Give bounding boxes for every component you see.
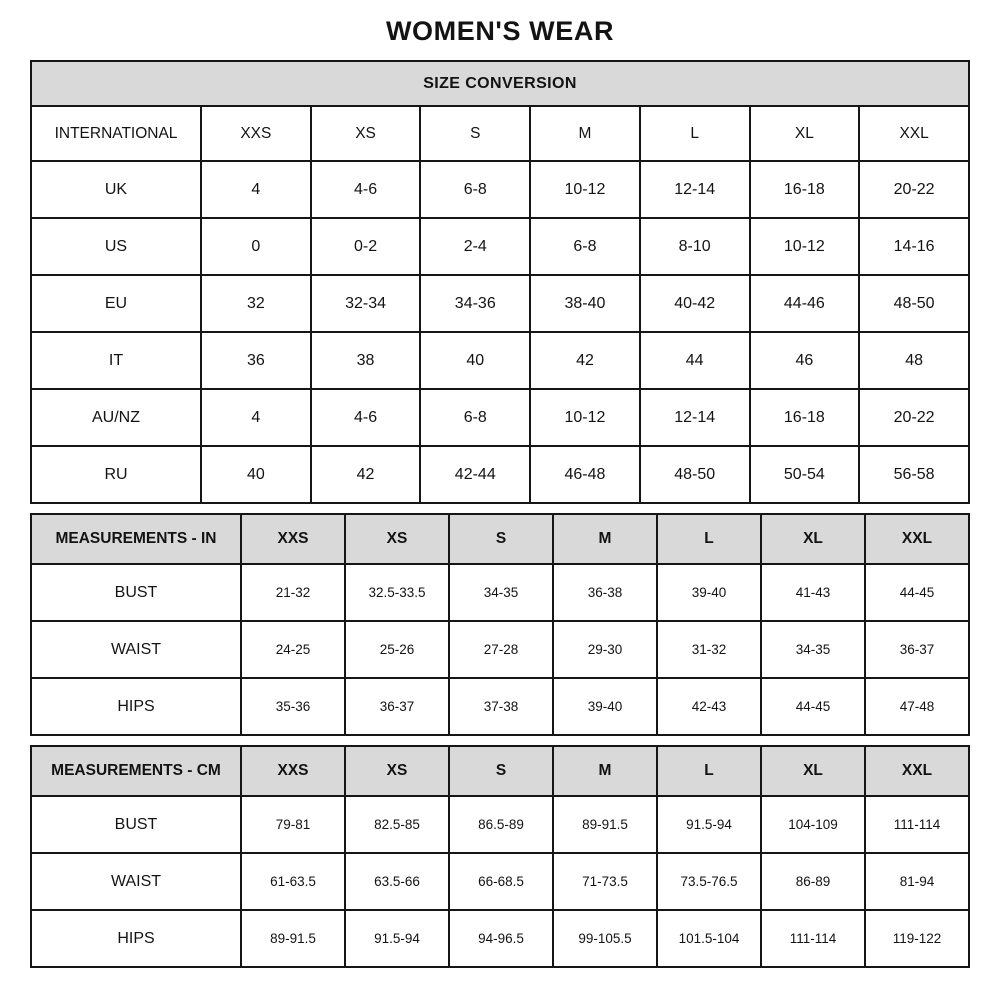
size-header-s: S: [449, 514, 553, 564]
size-header-xl: XL: [761, 746, 865, 796]
measurement-cell: 44-45: [865, 564, 969, 621]
size-row-ru: [31, 446, 969, 503]
size-cell: 40: [201, 446, 311, 503]
measurement-cell: 63.5-66: [345, 853, 449, 910]
measurement-cell: 47-48: [865, 678, 969, 735]
measurement-cell: 39-40: [657, 564, 761, 621]
measurement-cell: 61-63.5: [241, 853, 345, 910]
row-label: US: [31, 218, 201, 275]
measurement-cell: 32.5-33.5: [345, 564, 449, 621]
measurement-cell: 39-40: [553, 678, 657, 735]
row-label: HIPS: [31, 910, 241, 967]
measurement-cell: 29-30: [553, 621, 657, 678]
size-row-us: [31, 218, 969, 275]
size-cell: 38-40: [530, 275, 640, 332]
measurements-cm-row-waist: [31, 853, 969, 910]
size-cell: 6-8: [420, 161, 530, 218]
measurement-cell: 36-37: [865, 621, 969, 678]
measurement-cell: 24-25: [241, 621, 345, 678]
size-header-xs: XS: [345, 514, 449, 564]
size-cell: 48-50: [859, 275, 969, 332]
size-header-xxs: XXS: [241, 514, 345, 564]
measurement-cell: 73.5-76.5: [657, 853, 761, 910]
size-cell: 16-18: [750, 161, 860, 218]
size-header-xl: XL: [761, 514, 865, 564]
measurement-cell: 36-38: [553, 564, 657, 621]
measurement-cell: 111-114: [761, 910, 865, 967]
measurement-cell: 101.5-104: [657, 910, 761, 967]
size-cell: 12-14: [640, 161, 750, 218]
size-cell: 4: [201, 389, 311, 446]
measurements-cm-row-hips: [31, 910, 969, 967]
measurements-in-title: MEASUREMENTS - IN: [31, 514, 241, 564]
measurements-in-row-waist: [31, 621, 969, 678]
measurement-cell: 37-38: [449, 678, 553, 735]
row-label: BUST: [31, 564, 241, 621]
measurements-in-row-hips: [31, 678, 969, 735]
size-cell: 10-12: [530, 389, 640, 446]
row-label: RU: [31, 446, 201, 503]
column-header-m: M: [530, 106, 640, 161]
measurements-cm-title: MEASUREMENTS - CM: [31, 746, 241, 796]
size-cell: 6-8: [530, 218, 640, 275]
size-row-aunz: [31, 389, 969, 446]
size-row-it: [31, 332, 969, 389]
size-cell: 42-44: [420, 446, 530, 503]
row-label: IT: [31, 332, 201, 389]
measurement-cell: 86.5-89: [449, 796, 553, 853]
size-cell: 40-42: [640, 275, 750, 332]
size-header-xxs: XXS: [241, 746, 345, 796]
size-cell: 6-8: [420, 389, 530, 446]
size-header-m: M: [553, 746, 657, 796]
size-header-s: S: [449, 746, 553, 796]
size-cell: 10-12: [750, 218, 860, 275]
international-sizes-row: [31, 106, 969, 161]
measurement-cell: 71-73.5: [553, 853, 657, 910]
size-cell: 0: [201, 218, 311, 275]
size-conversion-header-row: [31, 61, 969, 106]
size-cell: 38: [311, 332, 421, 389]
size-conversion-title: SIZE CONVERSION: [31, 61, 969, 106]
page-title: WOMEN'S WEAR: [385, 16, 615, 46]
measurement-cell: 79-81: [241, 796, 345, 853]
measurement-cell: 21-32: [241, 564, 345, 621]
row-label: WAIST: [31, 853, 241, 910]
column-header-xxl: XXL: [859, 106, 969, 161]
measurement-cell: 66-68.5: [449, 853, 553, 910]
size-header-xs: XS: [345, 746, 449, 796]
row-label: AU/NZ: [31, 389, 201, 446]
measurement-cell: 91.5-94: [657, 796, 761, 853]
column-header-xs: XS: [311, 106, 421, 161]
measurement-cell: 119-122: [865, 910, 969, 967]
size-cell: 2-4: [420, 218, 530, 275]
measurement-cell: 34-35: [449, 564, 553, 621]
column-header-international: INTERNATIONAL: [31, 106, 201, 161]
measurement-cell: 99-105.5: [553, 910, 657, 967]
measurement-cell: 36-37: [345, 678, 449, 735]
size-cell: 4-6: [311, 389, 421, 446]
size-cell: 34-36: [420, 275, 530, 332]
size-cell: 40: [420, 332, 530, 389]
size-cell: 56-58: [859, 446, 969, 503]
column-header-xl: XL: [750, 106, 860, 161]
column-header-s: S: [420, 106, 530, 161]
size-cell: 4-6: [311, 161, 421, 218]
size-cell: 46: [750, 332, 860, 389]
size-cell: 20-22: [859, 389, 969, 446]
measurement-cell: 89-91.5: [241, 910, 345, 967]
measurement-cell: 31-32: [657, 621, 761, 678]
size-conversion-table: [30, 60, 970, 504]
size-cell: 50-54: [750, 446, 860, 503]
size-cell: 42: [530, 332, 640, 389]
size-cell: 44-46: [750, 275, 860, 332]
row-label: WAIST: [31, 621, 241, 678]
measurement-cell: 86-89: [761, 853, 865, 910]
row-label: EU: [31, 275, 201, 332]
row-label: UK: [31, 161, 201, 218]
column-header-xxs: XXS: [201, 106, 311, 161]
row-label: HIPS: [31, 678, 241, 735]
size-cell: 0-2: [311, 218, 421, 275]
measurement-cell: 91.5-94: [345, 910, 449, 967]
size-cell: 32: [201, 275, 311, 332]
size-cell: 46-48: [530, 446, 640, 503]
measurement-cell: 25-26: [345, 621, 449, 678]
measurement-cell: 94-96.5: [449, 910, 553, 967]
measurement-cell: 104-109: [761, 796, 865, 853]
size-cell: 36: [201, 332, 311, 389]
measurement-cell: 34-35: [761, 621, 865, 678]
measurement-cell: 82.5-85: [345, 796, 449, 853]
size-header-l: L: [657, 514, 761, 564]
size-cell: 16-18: [750, 389, 860, 446]
size-cell: 42: [311, 446, 421, 503]
size-cell: 8-10: [640, 218, 750, 275]
row-label: BUST: [31, 796, 241, 853]
measurements-cm-row-bust: [31, 796, 969, 853]
size-cell: 32-34: [311, 275, 421, 332]
size-cell: 44: [640, 332, 750, 389]
size-cell: 48: [859, 332, 969, 389]
measurement-cell: 81-94: [865, 853, 969, 910]
size-cell: 48-50: [640, 446, 750, 503]
measurement-cell: 35-36: [241, 678, 345, 735]
size-cell: 4: [201, 161, 311, 218]
size-header-m: M: [553, 514, 657, 564]
size-header-l: L: [657, 746, 761, 796]
size-row-eu: [31, 275, 969, 332]
column-header-l: L: [640, 106, 750, 161]
measurements-cm-table: [30, 745, 970, 968]
measurement-cell: 27-28: [449, 621, 553, 678]
size-cell: 10-12: [530, 161, 640, 218]
size-cell: 12-14: [640, 389, 750, 446]
size-cell: 20-22: [859, 161, 969, 218]
measurement-cell: 44-45: [761, 678, 865, 735]
size-row-uk: [31, 161, 969, 218]
measurements-in-header-row: [31, 514, 969, 564]
measurement-cell: 111-114: [865, 796, 969, 853]
measurement-cell: 41-43: [761, 564, 865, 621]
measurement-cell: 89-91.5: [553, 796, 657, 853]
measurements-in-table: [30, 513, 970, 736]
size-cell: 14-16: [859, 218, 969, 275]
measurements-in-row-bust: [31, 564, 969, 621]
measurement-cell: 42-43: [657, 678, 761, 735]
size-header-xxl: XXL: [865, 514, 969, 564]
size-header-xxl: XXL: [865, 746, 969, 796]
measurements-cm-header-row: [31, 746, 969, 796]
